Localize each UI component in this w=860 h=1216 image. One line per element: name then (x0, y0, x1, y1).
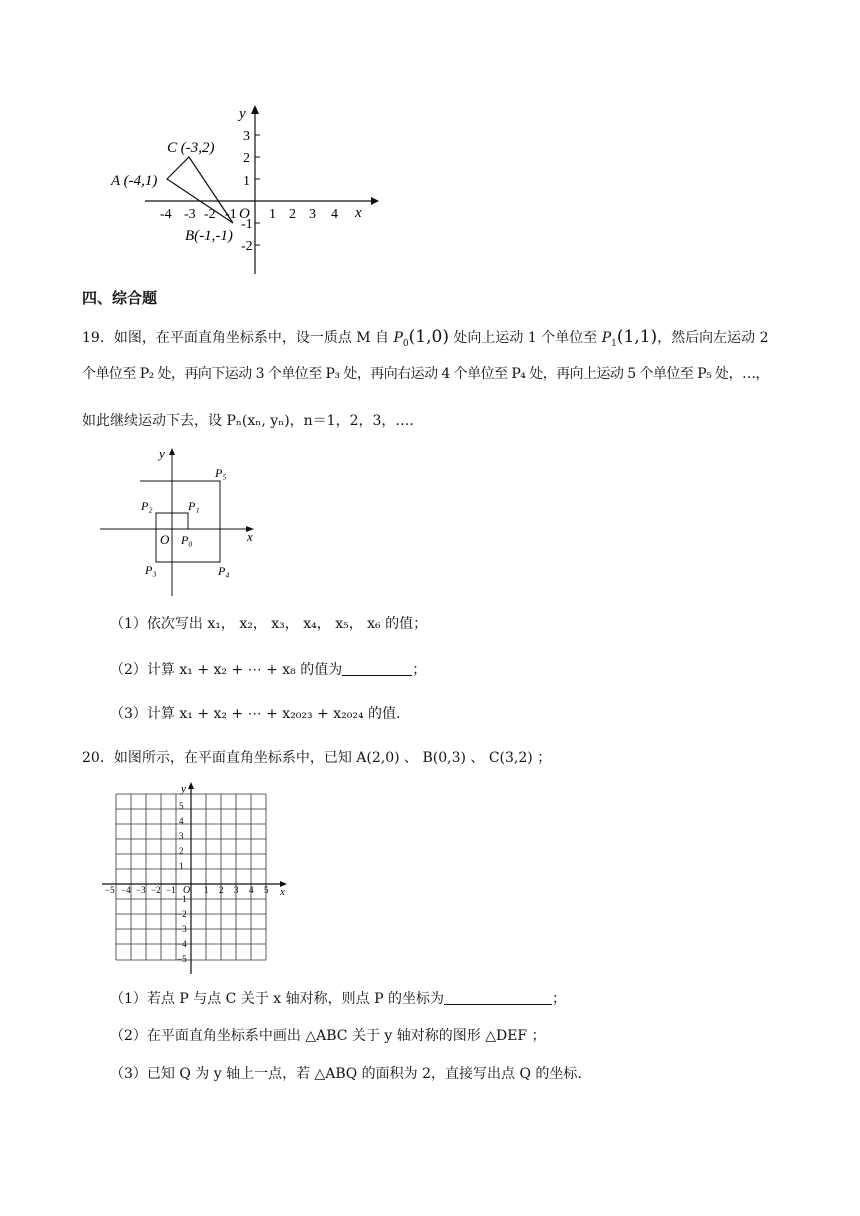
x-tick: 4 (249, 885, 254, 895)
x-tick: −4 (121, 885, 131, 895)
x-tick: −3 (136, 885, 146, 895)
x-tick: 2 (289, 207, 296, 222)
q19-p1-coord: (1,1) (616, 327, 658, 347)
spiral-path-figure (96, 446, 266, 598)
x-axis-label: x (280, 886, 285, 898)
x-tick: 3 (234, 885, 239, 895)
grid-figure (100, 782, 300, 976)
x-tick: −5 (105, 885, 115, 895)
y-axis-label: y (239, 106, 246, 122)
q19-line1-c: ，然后向左运动 2 (657, 330, 769, 346)
y-tick: 5 (179, 801, 184, 811)
origin-label: O (183, 885, 191, 896)
q19-line2: 个单位至 P₂ 处，再向下运动 3 个单位至 P₃ 处，再向右运动 4 个单位至 P₄ 处，再向上运动 5 个单位至 P₅ 处，…， (82, 366, 769, 382)
y-tick: -1 (241, 217, 253, 232)
x-tick: 1 (269, 207, 276, 222)
q20-line1: 20．如图所示，在平面直角坐标系中，已知 A(2,0) 、 B(0,3) 、 C(3,2) ； (82, 750, 552, 766)
x-axis-label: x (247, 529, 253, 544)
p2-label: P₂ (141, 499, 153, 513)
q19-sub2-text: （2）计算 x₁ + x₂ + ⋯ + x₈ 的值为 (110, 662, 343, 678)
y-tick: 1 (179, 861, 184, 871)
x-axis-arrow (371, 197, 379, 205)
y-tick: 3 (179, 831, 184, 841)
q19-sub2-end: ； (412, 662, 427, 678)
x-tick: −1 (166, 885, 176, 895)
answer-blank[interactable] (342, 661, 412, 676)
y-axis-arrow (251, 105, 259, 114)
q19-line1 (82, 327, 769, 354)
point-b-label: B(-1,-1) (185, 228, 233, 244)
y-tick: −5 (177, 954, 187, 964)
q19-line1-a: 19．如图，在平面直角坐标系中，设一质点 M 自 (82, 330, 394, 346)
x-axis-label: x (355, 205, 362, 221)
q19-p0: P (393, 330, 403, 346)
q19-sub2 (110, 660, 426, 680)
q19-p0-sub: 0 (402, 338, 409, 349)
triangle-abc (167, 157, 233, 223)
q19-p1: P (601, 330, 612, 346)
p5-label: P₅ (215, 466, 227, 480)
p0-label: P₀ (181, 533, 193, 547)
y-axis-label: y (181, 783, 186, 795)
section-title: 四、综合题 (82, 289, 158, 307)
x-tick: 1 (204, 885, 209, 895)
y-tick: 1 (243, 174, 250, 189)
y-tick: 3 (243, 129, 250, 144)
q19-p0-coord: (1,0) (408, 327, 449, 347)
x-tick: -2 (204, 207, 216, 222)
q19-line3: 如此继续运动下去，设 Pₙ(xₙ, yₙ)，n＝1，2，3，…. (82, 413, 414, 429)
y-tick: 2 (243, 151, 250, 166)
origin-label: O (239, 206, 250, 222)
x-tick: 4 (331, 207, 338, 222)
point-c-label: C (-3,2) (167, 140, 215, 156)
q20-sub2: （2）在平面直角坐标系中画出 △ABC 关于 y 轴对称的图形 △DEF ； (110, 1028, 546, 1044)
y-axis-arrow (188, 782, 194, 789)
y-tick: -2 (241, 239, 253, 254)
x-tick: -1 (225, 207, 237, 222)
q19-sub1: （1）依次写出 x₁， x₂， x₃， x₄， x₅， x₆ 的值； (110, 616, 428, 632)
q20-sub1-end: ； (551, 991, 566, 1007)
y-tick: −4 (177, 939, 187, 949)
x-tick: 5 (264, 885, 269, 895)
q19-p1-sub: 1 (611, 338, 617, 349)
triangle-figure (105, 100, 385, 280)
q19-sub3: （3）计算 x₁ + x₂ + ⋯ + x₂₀₂₃ + x₂₀₂₄ 的值. (110, 706, 401, 722)
answer-blank[interactable] (444, 990, 552, 1005)
y-axis-label: y (159, 446, 165, 461)
x-tick: -3 (184, 207, 196, 222)
q20-sub1 (110, 989, 566, 1009)
p4-label: P₄ (218, 564, 230, 578)
y-tick: −3 (177, 924, 187, 934)
x-tick: -4 (160, 207, 172, 222)
q19-line1-b: 处向上运动 1 个单位至 (448, 330, 602, 346)
y-tick: −1 (177, 894, 187, 904)
x-tick: 2 (219, 885, 224, 895)
origin-label: O (160, 532, 170, 547)
x-tick: −2 (151, 885, 161, 895)
point-a-label: A (-4,1) (111, 173, 158, 189)
p3-label: P₃ (145, 563, 157, 577)
spiral-path (140, 481, 220, 562)
q20-sub3: （3）已知 Q 为 y 轴上一点，若 △ABQ 的面积为 2，直接写出点 Q 的坐标. (110, 1066, 582, 1082)
y-tick: 2 (179, 846, 184, 856)
p1-label: P₁ (188, 499, 200, 513)
y-tick: −2 (177, 909, 187, 919)
q20-sub1-text: （1）若点 P 与点 C 关于 x 轴对称，则点 P 的坐标为 (110, 991, 444, 1007)
y-tick: 4 (179, 816, 184, 826)
x-tick: 3 (309, 207, 316, 222)
y-axis-arrow (169, 448, 175, 455)
